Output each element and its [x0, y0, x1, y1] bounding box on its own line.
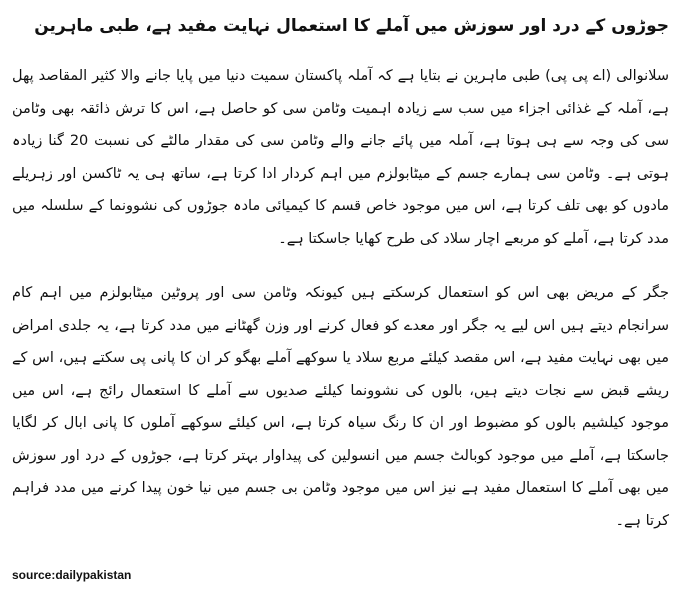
article-headline: جوڑوں کے درد اور سوزش میں آملے کا استعمال نہایت مفید ہے، طبی ماہرین	[34, 16, 669, 36]
source-credit: source:dailypakistan	[12, 568, 132, 582]
article	[12, 0, 669, 596]
article-paragraph-2: جگر کے مریض بھی اس کو استعمال کرسکتے ہیں کیونکہ وٹامن سی اور پروٹین میٹابولزم میں اہم کام سرانجام دیتے ہیں اس لیے یہ جگر اور معدے کو فعال کرنے اور وزن گھٹانے میں مدد کرتا ہے، یہ جلدی امراض میں بھی نہایت مفید ہے، اس مقصد کیلئے مربع سلاد یا سوکھے آملے بھگو کر ان کا پانی پی سکتے ہیں، اس کے ریشے قبض سے نجات دیتے ہیں، بالوں کی نشوونما کیلئے صدیوں سے آملے کا استعمال رائج ہے، اس میں موجود کیلشیم بالوں کو مضبوط اور ان کا رنگ سیاہ کرتا ہے، اس کیلئے سوکھے آملوں کا پانی ابال کر لگایا جاسکتا ہے، آملے میں موجود کوبالٹ جسم میں انسولین کی پیداوار بہتر کرتا ہے، جوڑوں کے درد اور سوزش میں بھی آملے کا استعمال مفید ہے نیز اس میں موجود وٹامن بی جسم میں نیا خون پیدا کرنے میں مدد فراہم کرتا ہے۔	[12, 285, 669, 529]
article-paragraph-1: سلانوالی (اے پی پی) طبی ماہرین نے بتایا ہے کہ آملہ پاکستان سمیت دنیا میں پایا جانے والا کثیر المقاصد پھل ہے، آملہ کے غذائی اجزاء میں سب سے زیادہ اہمیت وٹامن سی کو حاصل ہے، اس کا ترش ذائقہ بھی وٹامن سی کی وجہ سے ہی ہوتا ہے، آملہ میں پائے جانے والے وٹامن سی کی مقدار مالٹے کی نسبت 20 گنا زیادہ ہوتی ہے۔ وٹامن سی ہمارے جسم کے میٹابولزم میں اہم کردار ادا کرتا ہے، ساتھ ہی یہ ٹاکسن اور زہریلے مادوں کو بھی تلف کرتا ہے، اس میں موجود خاص قسم کا کیمیائی مادہ جوڑوں کی نشوونما کے سلسلہ میں مدد کرتا ہے، آملے کو مربعے اچار سلاد کی طرح کھایا جاسکتا ہے۔	[12, 68, 669, 247]
